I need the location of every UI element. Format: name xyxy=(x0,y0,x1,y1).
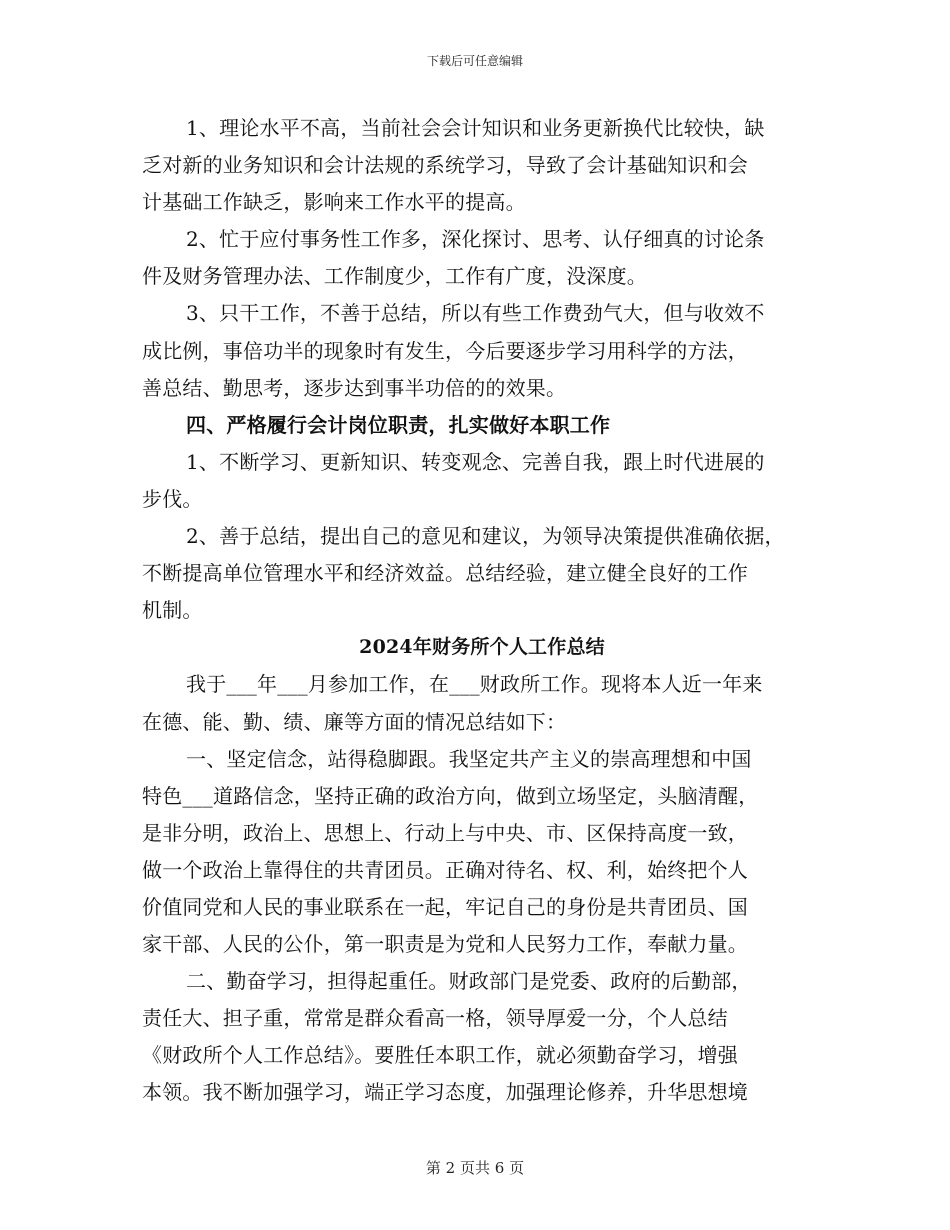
paragraph-line: 3、只干工作，不善于总结，所以有些工作费劲气大，但与收效不 xyxy=(186,301,765,326)
paragraph-line: 2、忙于应付事务性工作多，深化探讨、思考、认仔细真的讨论条 xyxy=(186,227,765,252)
paragraph-line: 1、不断学习、更新知识、转变观念、完善自我，跟上时代进展的 xyxy=(186,449,765,474)
paragraph-line: 2、善于总结，提出自己的意见和建议，为领导决策提供准确依据， xyxy=(186,524,785,549)
paragraph-line: 责任大、担子重，常常是群众看高一格，领导厚爱一分，个人总结 xyxy=(142,1006,728,1031)
paragraph-line: 二、勤奋学习，担得起重任。财政部门是党委、政府的后勤部， xyxy=(186,969,752,994)
paragraph-line: 机制。 xyxy=(142,598,203,623)
section-heading: 四、严格履行会计岗位职责，扎实做好本职工作 xyxy=(186,412,611,437)
paragraph-line: 本领。我不断加强学习，端正学习态度，加强理论修养，升华思想境 xyxy=(142,1080,748,1105)
paragraph-line: 《财政所个人工作总结》。要胜任本职工作，就必须勤奋学习，增强 xyxy=(142,1043,738,1068)
paragraph-line: 善总结、勤思考，逐步达到事半功倍的的效果。 xyxy=(142,375,567,400)
paragraph-line: 不断提高单位管理水平和经济效益。总结经验，建立健全良好的工作 xyxy=(142,561,748,586)
paragraph-line: 成比例，事倍功半的现象时有发生，今后要逐步学习用科学的方法， xyxy=(142,338,748,363)
paragraph-line: 一、坚定信念，站得稳脚跟。我坚定共产主义的崇高理想和中国 xyxy=(186,746,752,771)
paragraph-line: 乏对新的业务知识和会计法规的系统学习，导致了会计基础知识和会 xyxy=(142,153,748,178)
document-title: 2024年财务所个人工作总结 xyxy=(359,636,605,659)
paragraph-line: 步伐。 xyxy=(142,486,203,511)
paragraph-line: 计基础工作缺乏，影响来工作水平的提高。 xyxy=(142,190,526,215)
page-number: 第 2 页共 6 页 xyxy=(425,1159,525,1177)
paragraph-line: 是非分明，政治上、思想上、行动上与中央、市、区保持高度一致， xyxy=(142,820,748,845)
paragraph-line: 做一个政治上靠得住的共青团员。正确对待名、权、利，始终把个人 xyxy=(142,857,748,882)
page-header: 下载后可任意编辑 xyxy=(426,54,523,68)
paragraph-line: 件及财务管理办法、工作制度少，工作有广度，没深度。 xyxy=(142,264,647,289)
paragraph-line: 特色___道路信念，坚持正确的政治方向，做到立场坚定，头脑清醒， xyxy=(142,783,759,808)
document-body xyxy=(142,110,822,1112)
paragraph-line: 家干部、人民的公仆，第一职责是为党和人民努力工作，奉献力量。 xyxy=(142,932,748,957)
paragraph-line: 价值同党和人民的事业联系在一起，牢记自己的身份是共青团员、国 xyxy=(142,894,748,919)
paragraph-line: 在德、能、勤、绩、廉等方面的情况总结如下： xyxy=(142,709,567,734)
paragraph-line: 1、理论水平不高，当前社会会计知识和业务更新换代比较快，缺 xyxy=(186,116,765,140)
paragraph-line: 我于___年___月参加工作，在___财政所工作。现将本人近一年来 xyxy=(186,672,763,697)
